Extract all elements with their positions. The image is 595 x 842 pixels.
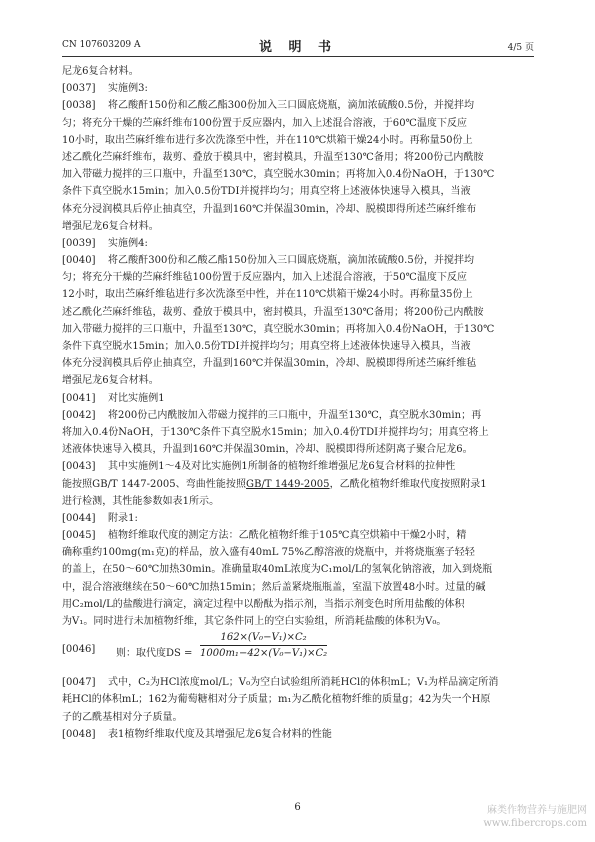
- text-line: 匀；将充分干燥的苎麻纤维布100份置于反应器内，加入上述混合溶液，于60℃温度下反应: [62, 117, 468, 129]
- paragraph-number: [0046]: [62, 644, 96, 656]
- text-segment: 能按照GB/T 1447-2005、弯曲性能按照: [62, 478, 247, 490]
- page-number: 6: [294, 802, 301, 813]
- paragraph-number: [0042]: [62, 409, 96, 421]
- paragraph-0043: [62, 458, 534, 475]
- paragraph-0038: [62, 97, 534, 114]
- heading-appendix-1: 附录1:: [108, 512, 138, 524]
- text-line: 将乙酸酐300份和乙酸乙酯150份加入三口圆底烧瓶，滴加浓硫酸0.5份，并搅拌均: [108, 255, 475, 267]
- text-line: 匀；将充分干燥的苎麻纤维毡100份置于反应器内，加入上述混合溶液，于50℃温度下反应: [62, 272, 468, 284]
- paragraph-number: [0047]: [62, 677, 96, 689]
- text-line: 加入带磁力搅拌的三口瓶中，升温至130℃，真空脱水30min；再将加入0.4份NaOH，于130℃: [62, 169, 495, 181]
- text-line: 进行检测，其性能参数如表1所示。: [62, 495, 220, 507]
- text-line: [62, 476, 534, 493]
- paragraph-number: [0043]: [62, 461, 96, 473]
- text-line: 将200份己内酰胺加入带磁力搅拌的三口瓶中，升温至130℃，真空脱水30min；再: [108, 409, 482, 421]
- page-indicator: 4/5 页: [507, 43, 534, 53]
- formula-lhs: 则：取代度DS =: [116, 648, 193, 660]
- paragraph-number: [0040]: [62, 255, 96, 267]
- page-header: [62, 36, 534, 54]
- paragraph-number: [0044]: [62, 512, 96, 524]
- text-segment: ，乙酰化植物纤维取代度按照附录1: [329, 478, 487, 490]
- heading-example-4: 实施例4:: [108, 237, 148, 249]
- text-line: 体充分浸润模具后停止抽真空，升温到160℃并保温30min，冷却、脱模即得所述苎麻纤维毡: [62, 358, 477, 370]
- watermark-name: 麻类作物营养与施肥网: [487, 805, 587, 816]
- text-line: 10小时，取出苎麻纤维布进行多次洗涤至中性，并在110℃烘箱干燥24小时。再称量50份上: [62, 134, 473, 146]
- text-line: 述乙酰化苎麻纤维毡，裁剪、叠放于模具中，密封模具，升温至130℃备用；将200份己内酰胺: [62, 306, 484, 318]
- text-line: 将加入0.4份NaOH，于130℃条件下真空脱水15min；加入0.4份TDI并搅拌均匀；用真空将上: [62, 426, 489, 438]
- text-line: 确称重约100mg(m₁克)的样品，放入盛有40mL 75%乙醇溶液的烧瓶中，并将烧瓶塞子轻轻: [62, 547, 475, 559]
- header-rule: [62, 56, 534, 57]
- text-line: 用C₂mol/L的盐酸进行滴定，滴定过程中以酚酞为指示剂，当指示剂变色时所用盐酸的体积: [62, 598, 465, 610]
- patent-number: CN 107603209 A: [62, 40, 141, 50]
- text-line: 植物纤维取代度的测定方法：乙酰化植物纤维于105℃真空烘箱中干燥2小时，精: [108, 530, 467, 542]
- watermark: [483, 804, 587, 830]
- paragraph-0040: [62, 252, 534, 269]
- text-line: 12小时，取出苎麻纤维毡进行多次洗涤至中性，并在110℃烘箱干燥24小时。再称量35份上: [62, 289, 473, 301]
- underlined-standard-reference: GB/T 1449-2005: [246, 478, 330, 490]
- document-body: [62, 63, 534, 743]
- paragraph-0037: [62, 80, 534, 97]
- text-line: 条件下真空脱水15min；加入0.5份TDI并搅拌均匀；用真空将上述液体快速导入模具，当液: [62, 341, 471, 352]
- paragraph-number: [0038]: [62, 100, 96, 112]
- text-line: 增强尼龙6复合材料。: [62, 220, 159, 232]
- formula-fraction: [200, 632, 327, 659]
- text-line: 尼龙6复合材料。: [62, 66, 139, 77]
- text-line: 式中，C₂为HCl浓度mol/L；V₀为空白试验组所消耗HCl的体积mL；V₁为样品滴定所消: [108, 677, 499, 689]
- text-line: 为V₁。同时进行未加植物纤维，其它条件同上的空白实验组，所消耗盐酸的体积为V₀。: [62, 616, 447, 627]
- formula-numerator: 162×(V₀−V₁)×C₂: [200, 632, 327, 646]
- paragraph-number: [0048]: [62, 728, 96, 740]
- table-caption: 表1植物纤维取代度及其增强尼龙6复合材料的性能: [108, 728, 332, 740]
- watermark-url: www.fibercrops.com: [483, 818, 587, 829]
- paragraph-0047: [62, 674, 534, 691]
- paragraph-0044: [62, 510, 534, 527]
- paragraph-number: [0037]: [62, 83, 96, 95]
- text-line: 子的乙酰基相对分子质量。: [62, 711, 183, 723]
- text-line: 增强尼龙6复合材料。: [62, 375, 159, 387]
- text-line: 将乙酸酐150份和乙酸乙酯300份加入三口圆底烧瓶，滴加浓硫酸0.5份，并搅拌均: [108, 100, 475, 112]
- text-line: 中，混合溶液继续在50～60℃加热15min；然后盖紧烧瓶瓶盖，室温下放置48小时。过量的碱: [62, 581, 486, 593]
- text-line: 述液体快速导入模具，升温到160℃并保温30min，冷却、脱模即得所述阴离子聚合尼龙6。: [62, 444, 473, 456]
- text-line: 其中实施例1～4及对比实施例1所制备的植物纤维增强尼龙6复合材料的拉伸性: [108, 461, 456, 473]
- formula-denominator: 1000m₁−42×(V₀−V₁)×C₂: [200, 648, 328, 660]
- text-line: 耗HCl的体积mL；162为葡萄糖相对分子质量；m₁为乙酰化植物纤维的质量g；42为失一个H原: [62, 694, 491, 706]
- heading-comparative-example-1: 对比实施例1: [108, 392, 165, 404]
- heading-example-3: 实施例3:: [108, 83, 148, 95]
- paragraph-number: [0045]: [62, 530, 96, 542]
- text-line: 加入带磁力搅拌的三口瓶中，升温至130℃，真空脱水30min；再将加入0.4份NaOH，于130℃: [62, 323, 495, 335]
- document-title: 说 明 书: [258, 40, 338, 55]
- paragraph-0045: [62, 527, 534, 544]
- paragraph-0048: [62, 726, 534, 743]
- text-line: 条件下真空脱水15min；加入0.5份TDI并搅拌均匀；用真空将上述液体快速导入模具，当液: [62, 186, 471, 198]
- paragraph-0046-formula: [62, 630, 534, 674]
- paragraph-0039: [62, 235, 534, 252]
- paragraph-number: [0039]: [62, 237, 96, 249]
- paragraph-0041: [62, 390, 534, 407]
- paragraph-number: [0041]: [62, 392, 96, 404]
- text-line: 的盖上，在50～60℃加热30min。准确量取40mL浓度为C₁mol/L的氢氧化钠溶液，加入到烧瓶: [62, 564, 493, 576]
- paragraph-0042: [62, 407, 534, 424]
- text-line: 述乙酰化苎麻纤维布，裁剪、叠放于模具中，密封模具，升温至130℃备用；将200份己内酰胺: [62, 151, 484, 163]
- text-line: 体充分浸润模具后停止抽真空，升温到160℃并保温30min，冷却、脱模即得所述苎麻纤维布: [62, 203, 477, 215]
